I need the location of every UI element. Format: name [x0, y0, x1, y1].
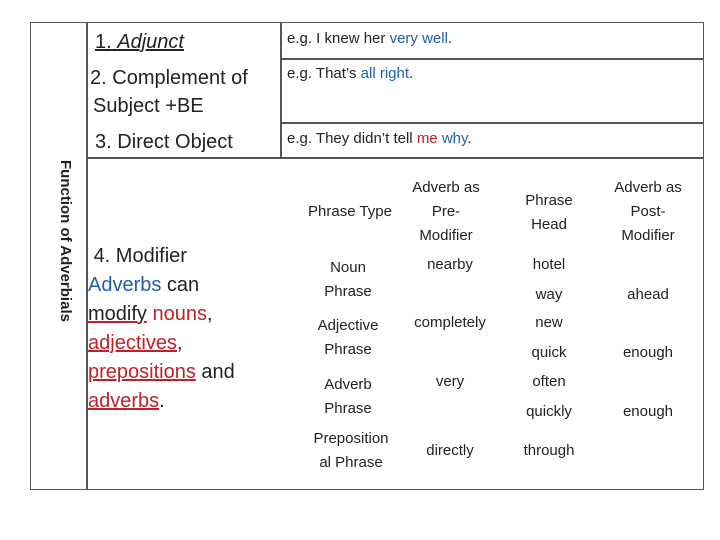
function-adjunct: [95, 28, 184, 56]
example-adjunct: e.g. I knew her very well.: [287, 30, 453, 47]
header-phrase-head: Phrase Head: [525, 192, 573, 233]
function-1-name: Adjunct: [117, 31, 184, 53]
row-divider-1: [280, 58, 704, 60]
function-direct-object: 3. Direct Object: [95, 131, 233, 153]
row-adjective-head-2: quick: [531, 344, 567, 361]
side-label-text: Function of Adverbials: [57, 160, 74, 322]
highlight-very-well: very well: [389, 30, 448, 47]
modifier-description: 4. Modifier Adverbs can modify nouns, adjectives, prepositions and adverbs.: [88, 242, 268, 416]
row-adjective-head-1: new: [535, 314, 563, 331]
example-column-divider: [280, 22, 282, 158]
modifier-title: 4. Modifier: [93, 245, 187, 267]
row-adverb-phrase-type: Adverb Phrase: [324, 376, 372, 417]
row-adjective-pre: completely: [414, 314, 486, 331]
header-pre-modifier: Adverb as Pre- Modifier: [412, 179, 480, 244]
example-complement: e.g. That’s all right.: [287, 65, 414, 82]
header-phrase-type: Phrase Type: [308, 203, 392, 220]
row-noun-phrase-type: Noun Phrase: [324, 259, 372, 300]
row-adjective-post: enough: [622, 344, 674, 361]
row-noun-pre: nearby: [427, 256, 473, 273]
row-adverb-post: enough: [622, 403, 674, 420]
side-label: [58, 160, 78, 330]
header-post-modifier: Adverb as Post- Modifier: [614, 179, 682, 244]
row-noun-head-1: hotel: [532, 256, 566, 273]
row-adjective-phrase-type: Adjective Phrase: [317, 317, 379, 358]
function-1-number: 1.: [95, 31, 112, 53]
row-noun-head-2: way: [535, 286, 563, 303]
example-direct-object: e.g. They didn’t tell me why.: [287, 130, 472, 147]
row-divider-2: [280, 122, 704, 124]
row-divider-3: [87, 157, 704, 159]
highlight-why: why: [441, 130, 468, 147]
row-prepositional-phrase-type: Preposition al Phrase: [313, 430, 389, 471]
row-prepositional-head-1: through: [523, 442, 575, 459]
row-noun-post: ahead: [627, 286, 669, 303]
row-prepositional-pre: directly: [426, 442, 474, 459]
highlight-all-right: all right: [360, 65, 410, 82]
highlight-me: me: [416, 130, 438, 147]
row-adverb-head-2: quickly: [526, 403, 572, 420]
row-adverb-pre: very: [435, 373, 465, 390]
row-adverb-head-1: often: [532, 373, 566, 390]
function-complement: 2. Complement of Subject +BE: [90, 67, 248, 117]
